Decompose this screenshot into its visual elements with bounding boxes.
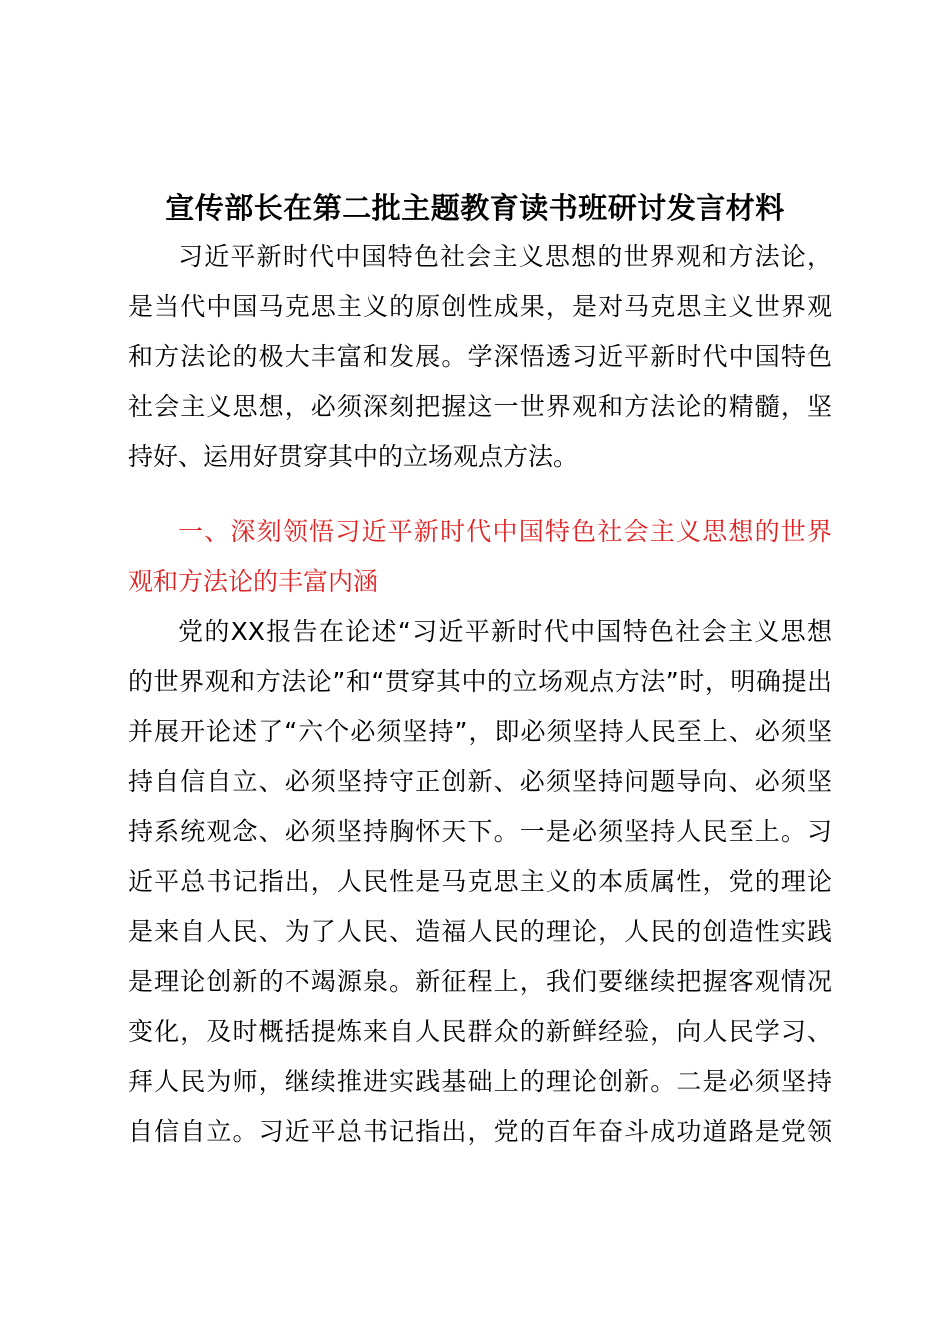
paragraph-line: 是来自人民、为了人民、造福人民的理论，人民的创造性实践 <box>128 917 832 946</box>
document-title: 宣传部长在第二批主题教育读书班研讨发言材料 <box>165 191 785 225</box>
paragraph-line: 社会主义思想，必须深刻把握这一世界观和方法论的精髓，坚 <box>128 392 832 421</box>
paragraph-line: 习近平新时代中国特色社会主义思想的世界观和方法论， <box>178 242 832 271</box>
paragraph-line: 拜人民为师，继续推进实践基础上的理论创新。二是必须坚持 <box>128 1067 832 1096</box>
paragraph-line: 是理论创新的不竭源泉。新征程上，我们要继续把握客观情况 <box>128 967 832 996</box>
section-heading <box>128 507 832 607</box>
paragraph-line: 持系统观念、必须坚持胸怀天下。一是必须坚持人民至上。习 <box>128 817 832 846</box>
heading-line: 观和方法论的丰富内涵 <box>128 567 379 596</box>
paragraph-line: 是当代中国马克思主义的原创性成果，是对马克思主义世界观 <box>128 292 832 321</box>
paragraph-line: 党的XX报告在论述“习近平新时代中国特色社会主义思想 <box>178 617 832 646</box>
paragraph-line: 的世界观和方法论”和“贯穿其中的立场观点方法”时，明确提出 <box>128 667 832 696</box>
paragraph-line: 和方法论的极大丰富和发展。学深悟透习近平新时代中国特色 <box>128 342 832 371</box>
body-paragraph <box>128 607 832 1157</box>
heading-line: 一、深刻领悟习近平新时代中国特色社会主义思想的世界 <box>178 517 832 546</box>
paragraph-line: 并展开论述了“六个必须坚持”，即必须坚持人民至上、必须坚 <box>128 717 832 746</box>
paragraph-line: 变化，及时概括提炼来自人民群众的新鲜经验，向人民学习、 <box>128 1017 832 1046</box>
intro-paragraph <box>128 232 832 482</box>
paragraph-line: 近平总书记指出，人民性是马克思主义的本质属性，党的理论 <box>128 867 832 896</box>
paragraph-line: 持自信自立、必须坚持守正创新、必须坚持问题导向、必须坚 <box>128 767 832 796</box>
paragraph-line: 自信自立。习近平总书记指出，党的百年奋斗成功道路是党领 <box>128 1117 832 1146</box>
paragraph-line: 持好、运用好贯穿其中的立场观点方法。 <box>128 442 579 471</box>
